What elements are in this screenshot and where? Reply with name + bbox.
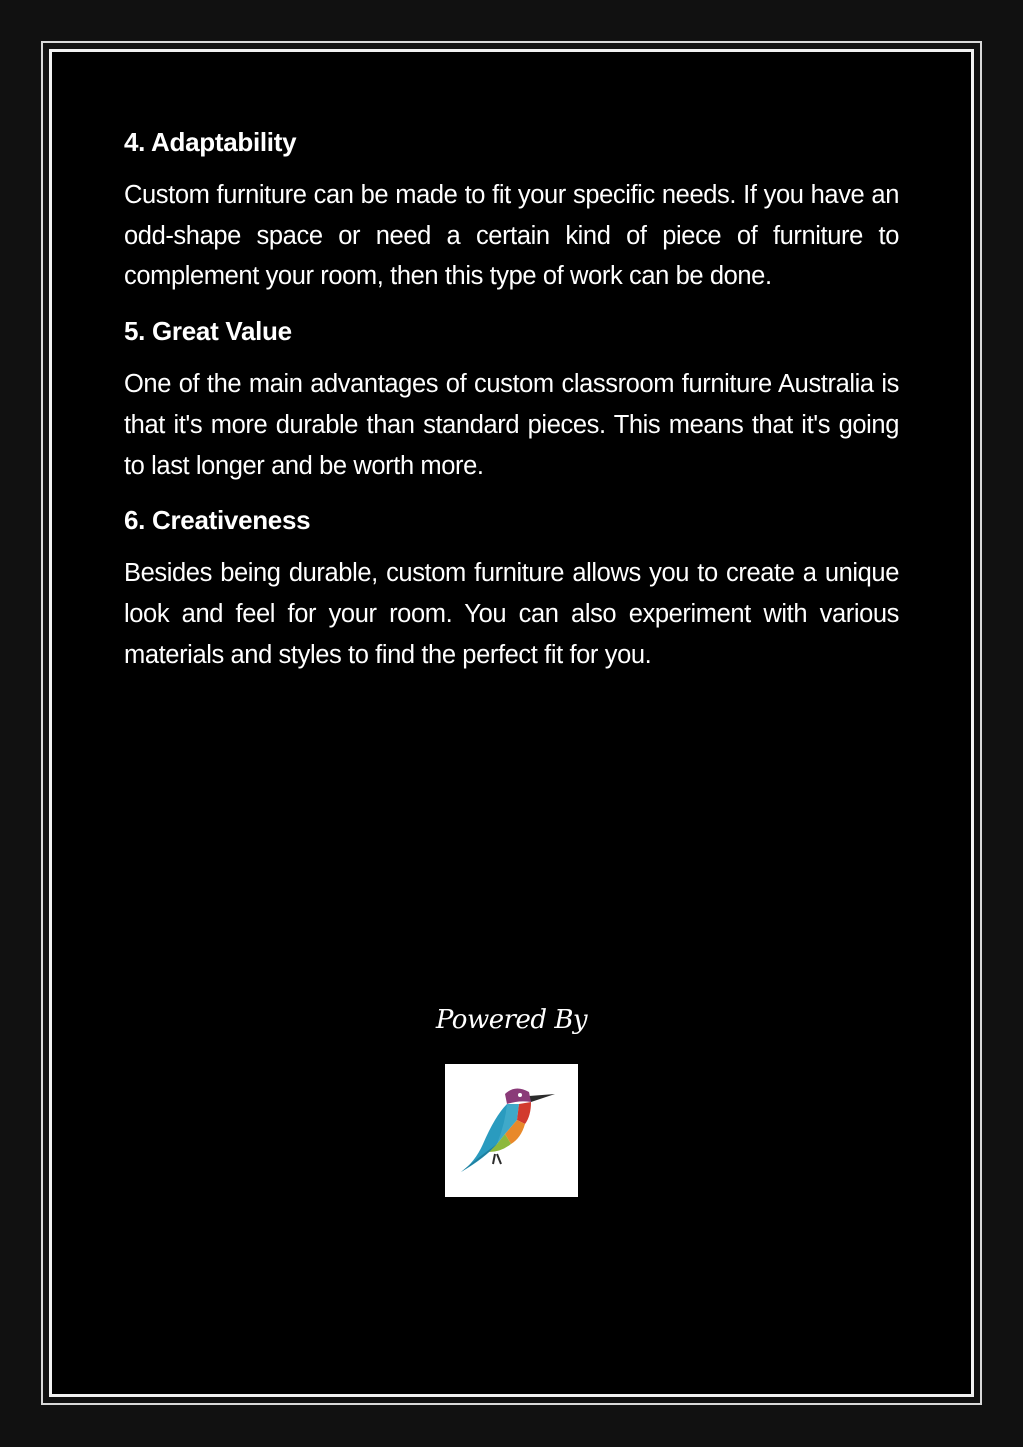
powered-by-label: Powered By <box>435 1005 588 1035</box>
section-heading-adaptability: 4. Adaptability <box>124 127 297 157</box>
document-content <box>124 122 899 689</box>
section-heading-creativeness: 6. Creativeness <box>124 505 311 536</box>
kingfisher-bird-logo-icon <box>445 1064 578 1197</box>
section-body-creativeness: Besides being durable, custom furniture allows you to create a unique look and feel for your room. You can also experiment with various materials and styles to find the perfect fit for you. <box>124 559 899 669</box>
section-heading-great-value: 5. Great Value <box>124 316 292 347</box>
section-body-great-value: One of the main advantages of custom classroom furniture Australia is that it's more durable than standard pieces. This means that it's going to last longer and be worth more. <box>124 370 899 480</box>
section-body-adaptability: Custom furniture can be made to fit your specific needs. If you have an odd-shape space or need a certain kind of piece of furniture to complement your room, then this type of work can be done. <box>124 181 899 291</box>
